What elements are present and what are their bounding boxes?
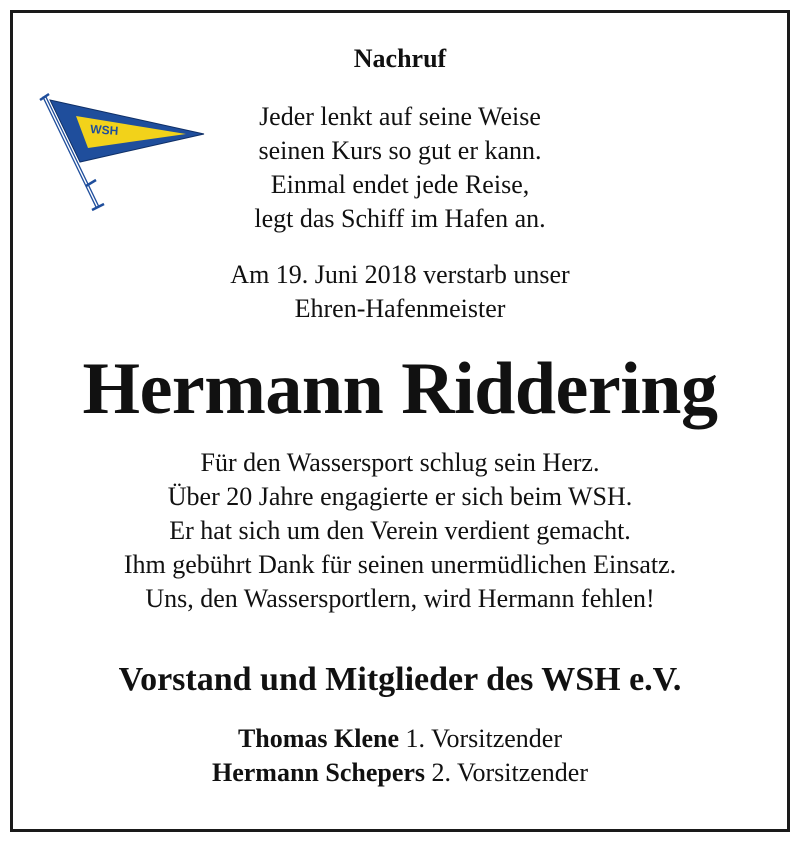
tribute-line: Er hat sich um den Verein verdient gemacht.	[169, 516, 631, 545]
tribute-line: Für den Wassersport schlug sein Herz.	[200, 448, 600, 477]
poem-block	[100, 100, 700, 236]
announcement-line: Ehren-Hafenmeister	[294, 294, 506, 323]
signers-block	[0, 722, 800, 790]
signer-name: Hermann Schepers	[211, 758, 426, 787]
tribute-line: Uns, den Wassersportlern, wird Hermann fehlen!	[145, 584, 655, 613]
obituary-heading: Nachruf	[353, 44, 447, 73]
signer-name: Thomas Klene	[237, 724, 400, 753]
signer-role: 1. Vorsitzender	[405, 724, 563, 753]
board-signature: Vorstand und Mitglieder des WSH e.V.	[118, 661, 682, 698]
signer-row	[0, 722, 800, 756]
signer-role: 2. Vorsitzender	[431, 758, 588, 787]
poem-line: Jeder lenkt auf seine Weise	[259, 102, 541, 131]
tribute-line: Über 20 Jahre engagierte er sich beim WSH.	[167, 482, 633, 511]
poem-line: seinen Kurs so gut er kann.	[258, 136, 542, 165]
poem-line: legt das Schiff im Hafen an.	[254, 204, 546, 233]
logo-wordmark: WSH	[89, 122, 119, 138]
signer-row	[0, 756, 800, 790]
tribute-block	[0, 446, 800, 616]
poem-line: Einmal endet jede Reise,	[270, 170, 530, 199]
announcement-block	[0, 258, 800, 326]
deceased-name: Hermann Riddering	[82, 348, 718, 430]
announcement-line: Am 19. Juni 2018 verstarb unser	[230, 260, 570, 289]
tribute-line: Ihm gebührt Dank für seinen unermüdlichen Einsatz.	[123, 550, 677, 579]
